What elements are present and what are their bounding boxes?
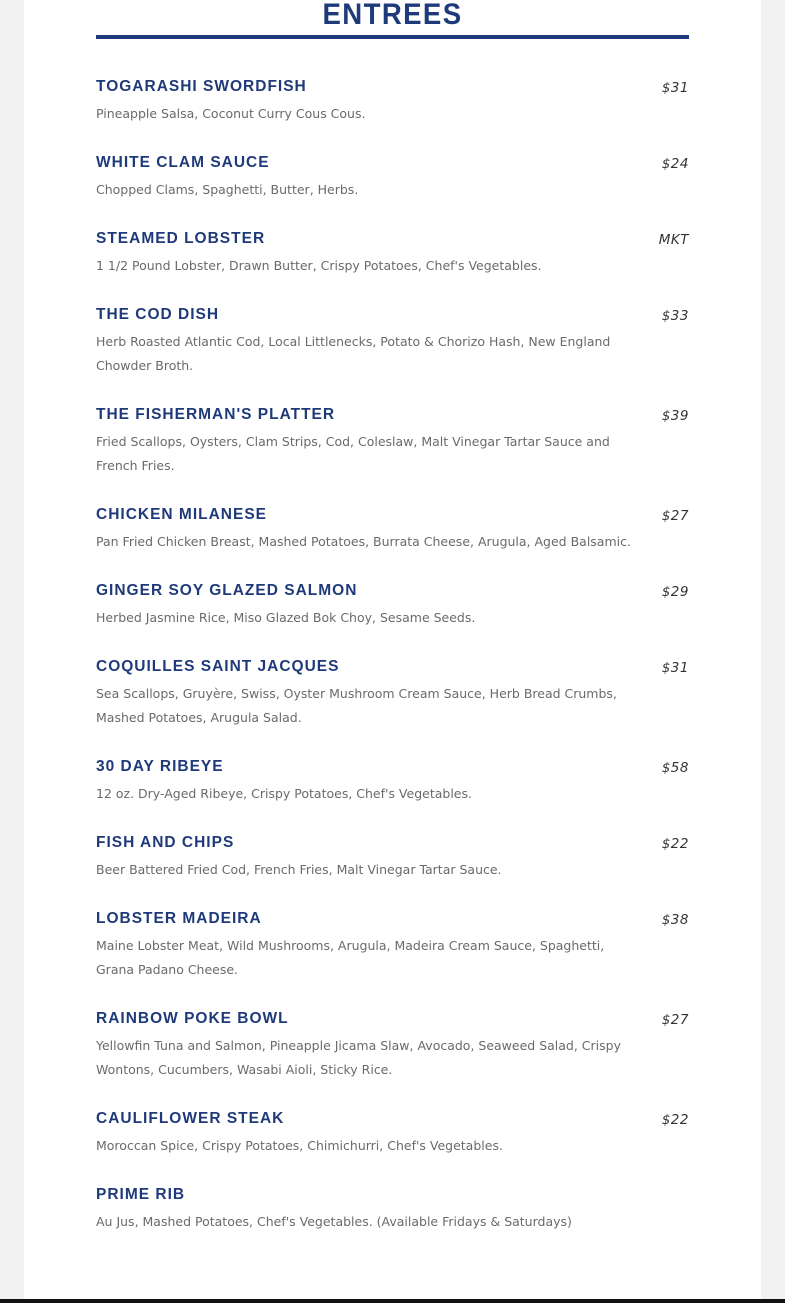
item-price: $33 [661, 308, 689, 324]
item-name: TOGARASHI SWORDFISH [96, 78, 307, 95]
section-title: ENTREES [322, 0, 463, 31]
menu-item [96, 152, 689, 228]
item-description: Herbed Jasmine Rice, Miso Glazed Bok Choy, Sesame Seeds. [96, 610, 476, 625]
item-price: $38 [661, 912, 689, 928]
item-description: Pan Fried Chicken Breast, Mashed Potatoes, Burrata Cheese, Arugula, Aged Balsamic. [96, 534, 631, 549]
item-name: FISH AND CHIPS [96, 834, 235, 851]
menu-item [96, 580, 689, 656]
menu-item [96, 1008, 689, 1108]
item-price: $27 [661, 508, 689, 524]
item-name: CAULIFLOWER STEAK [96, 1110, 285, 1127]
menu-item [96, 908, 689, 1008]
item-price: $58 [661, 760, 689, 776]
item-description: Au Jus, Mashed Potatoes, Chef's Vegetables. (Available Fridays & Saturdays) [96, 1214, 572, 1229]
item-name: 30 DAY RIBEYE [96, 758, 224, 775]
menu-item [96, 76, 689, 152]
item-description: Fried Scallops, Oysters, Clam Strips, Cod, Coleslaw, Malt Vinegar Tartar Sauce and French Fries. [96, 434, 610, 473]
item-description: 1 1/2 Pound Lobster, Drawn Butter, Crispy Potatoes, Chef's Vegetables. [96, 258, 542, 273]
menu-item [96, 756, 689, 832]
item-name: LOBSTER MADEIRA [96, 910, 262, 927]
item-description: Pineapple Salsa, Coconut Curry Cous Cous. [96, 106, 366, 121]
menu-item [96, 1184, 689, 1260]
item-name: CHICKEN MILANESE [96, 506, 268, 523]
item-name: THE COD DISH [96, 306, 220, 323]
item-description: Chopped Clams, Spaghetti, Butter, Herbs. [96, 182, 359, 197]
menu-item [96, 304, 689, 404]
menu-item [96, 656, 689, 756]
title-divider [96, 35, 689, 39]
item-price: $24 [661, 156, 689, 172]
item-name: GINGER SOY GLAZED SALMON [96, 582, 358, 599]
item-price: $31 [661, 660, 689, 676]
item-name: WHITE CLAM SAUCE [96, 154, 270, 171]
item-price: $22 [661, 1112, 689, 1128]
menu-page [24, 0, 761, 1303]
bottom-border [0, 1299, 785, 1303]
item-price: $29 [661, 584, 689, 600]
menu-item [96, 228, 689, 304]
menu-item [96, 1108, 689, 1184]
item-description: Moroccan Spice, Crispy Potatoes, Chimichurri, Chef's Vegetables. [96, 1138, 503, 1153]
item-name: RAINBOW POKE BOWL [96, 1010, 289, 1027]
item-price: $39 [661, 408, 689, 424]
item-price: MKT [658, 232, 689, 248]
item-description: Beer Battered Fried Cod, French Fries, Malt Vinegar Tartar Sauce. [96, 862, 502, 877]
item-name: COQUILLES SAINT JACQUES [96, 658, 340, 675]
item-price: $22 [661, 836, 689, 852]
menu-item [96, 404, 689, 504]
item-name: THE FISHERMAN'S PLATTER [96, 406, 336, 423]
item-description: Sea Scallops, Gruyère, Swiss, Oyster Mushroom Cream Sauce, Herb Bread Crumbs, Mashed Potatoes, Arugula Salad. [96, 686, 617, 725]
item-name: PRIME RIB [96, 1186, 186, 1203]
menu-item [96, 832, 689, 908]
item-name: STEAMED LOBSTER [96, 230, 266, 247]
menu-list [96, 76, 689, 1260]
item-price: $31 [661, 80, 689, 96]
item-description: 12 oz. Dry-Aged Ribeye, Crispy Potatoes, Chef's Vegetables. [96, 786, 472, 801]
item-description: Yellowfin Tuna and Salmon, Pineapple Jicama Slaw, Avocado, Seaweed Salad, Crispy Wontons, Cucumbers, Wasabi Aioli, Sticky Rice. [96, 1038, 621, 1077]
menu-item [96, 504, 689, 580]
item-description: Maine Lobster Meat, Wild Mushrooms, Arugula, Madeira Cream Sauce, Spaghetti, Grana Padano Cheese. [96, 938, 605, 977]
item-description: Herb Roasted Atlantic Cod, Local Littlenecks, Potato & Chorizo Hash, New England Chowder Broth. [96, 334, 611, 373]
item-price: $27 [661, 1012, 689, 1028]
